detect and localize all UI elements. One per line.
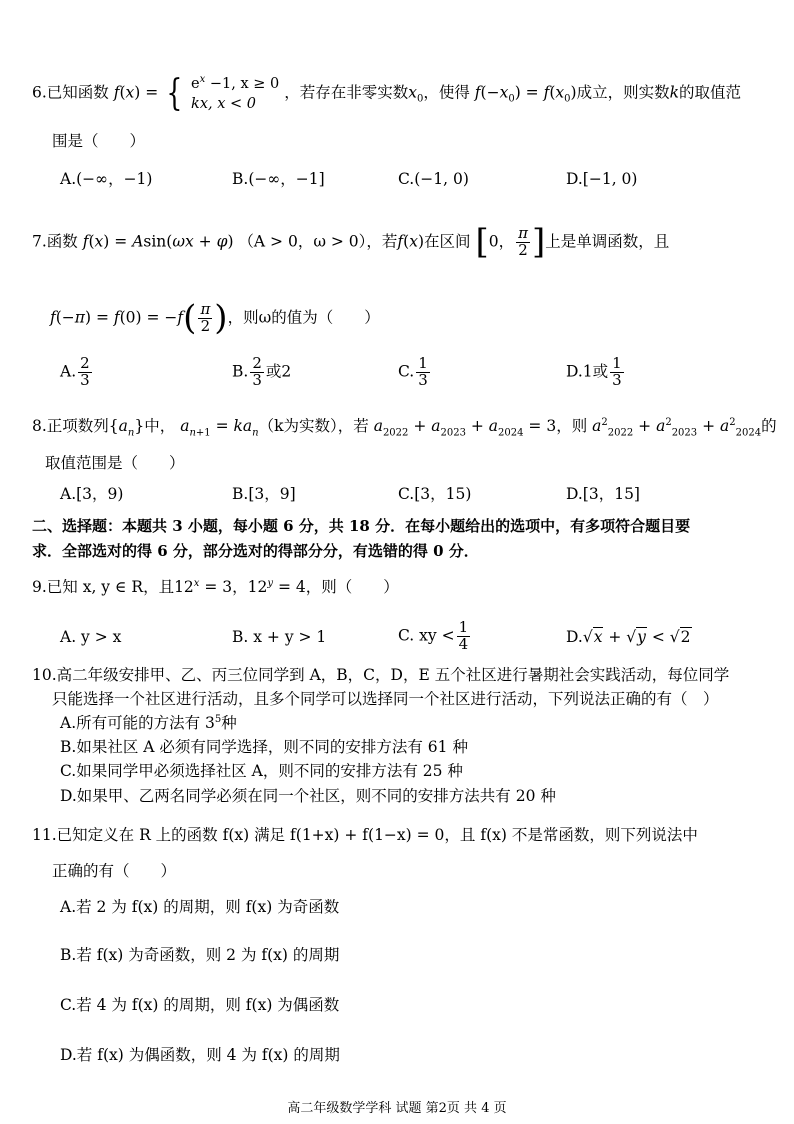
q11-option-c: C.若 4 为 f(x) 的周期，则 f(x) 为偶函数 [60,996,340,1014]
q10-line1: 10.高二年级安排甲、乙、丙三位同学到 A，B，C，D，E 五个社区进行暑期社会实践活动，每位同学 [32,666,730,684]
q7-option-b: B. $\frac{2}{3}$ 或2 [232,354,292,389]
q7-option-c: C. $\frac{1}{3}$ [398,354,428,389]
q6-option-a: A.(−∞，−1) [60,170,153,188]
q8-option-a: A.[3，9) [60,485,124,503]
q8-stem-line2: 取值范围是（ ） [45,454,185,472]
q6-option-d: D.[−1, 0) [566,170,638,188]
q11-option-d: D.若 f(x) 为偶函数，则 4 为 f(x) 的周期 [60,1046,340,1064]
q9-option-b: B. x + y > 1 [232,628,327,646]
q11-option-a: A.若 2 为 f(x) 的周期，则 f(x) 为奇函数 [60,898,340,916]
q9-option-a: A. y > x [60,628,122,646]
q10-option-d: D.如果甲、乙两名同学必须在同一个社区，则不同的安排方法共有 20 种 [60,787,556,805]
q9-option-d: D.√x + √y < √2 [566,628,691,646]
q7-option-a: A. $\frac{2}{3}$ [60,354,90,389]
q6-option-b: B.(−∞，−1] [232,170,325,188]
q8-option-d: D.[3，15] [566,485,640,503]
q7-stem: 7.函数 f(x) = Asin(ωx + φ) （A > 0，ω > 0），若f(x)在区间 [0， $\frac{\pi}{2}$ ]上是单调函数，且 [32,222,670,262]
q6-option-c: C.(−1, 0) [398,170,469,188]
q10-line2: 只能选择一个社区进行活动，且多个同学可以选择同一个社区进行活动，下列说法正确的有（ ） [52,690,719,708]
section2-line2: 求．全部选对的得 6 分，部分选对的得部分分，有选错的得 0 分． [32,542,479,560]
q8-option-c: C.[3，15) [398,485,472,503]
q7-option-d: D.1或 $\frac{1}{3}$ [566,354,622,389]
q10-option-a: A.所有可能的方法有 $3^5$种 [60,714,237,733]
q6-stem-line2: 围是（ ） [52,132,146,150]
q11-option-b: B.若 f(x) 为奇函数，则 2 为 f(x) 的周期 [60,946,340,964]
q6-stem: 6.已知函数 f(x) = { $e^x -1$, x ≥ 0 kx, x < 0 ，若存在非零实数$x_0$，使得 $f(-x_0) = f(x_0)$成立，则实数k的取值范 [32,73,742,114]
q9-stem: 9.已知 x, y ∈ R，且$12^x = 3$，$12^y = 4$，则（ ） [32,578,399,597]
q11-line1: 11.已知定义在 R 上的函数 f(x) 满足 f(1+x) + f(1−x) = 0，且 f(x) 不是常函数，则下列说法中 [32,826,698,844]
q11-line2: 正确的有（ ） [52,862,177,880]
q8-option-b: B.[3，9] [232,485,296,503]
q6-piecewise: $e^x -1$, x ≥ 0 kx, x < 0 [191,74,280,112]
section2-line1: 二、选择题：本题共 3 小题，每小题 6 分，共 18 分．在每小题给出的选项中，有多项符合题目要 [32,517,691,535]
q8-stem: 8.正项数列$\{a_n\}$中， $a_{n+1} = ka_n(k$为实数），若 $a_{2022} + a_{2023} + a_{2024} = 3$，则 $a^2_{2022} + a^2_{2023} + a^2_{2024}$的 [32,417,777,439]
q6-stem-a: 6.已知函数 [32,83,109,102]
page-footer: 高二年级数学学科 试题 第2页 共 4 页 [287,1101,507,1116]
q10-option-b: B.如果社区 A 必须有同学选择，则不同的安排方法有 61 种 [60,738,468,756]
q10-option-c: C.如果同学甲必须选择社区 A，则不同的安排方法有 25 种 [60,762,463,780]
brace-icon: { [166,73,183,114]
q7-stem-line2: f(−π) = f(0) = −f( $\frac{\pi}{2}$ )，则ω的值为（ ） [50,298,380,338]
q9-option-c: C. xy < $\frac{1}{4}$ [398,618,469,653]
